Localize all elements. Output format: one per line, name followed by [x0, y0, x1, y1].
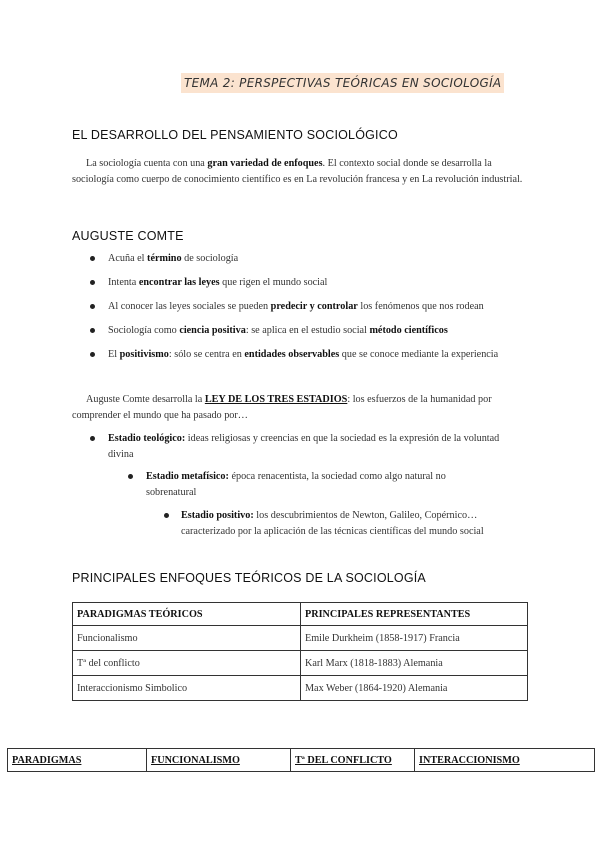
bullet-termino: Acuña el término de sociología — [108, 253, 239, 264]
table-header: PARADIGMAS — [8, 749, 147, 772]
section-heading-desarrollo: EL DESARROLLO DEL PENSAMIENTO SOCIOLÓGICO — [72, 128, 398, 142]
bullet-ciencia-positiva: Sociología como ciencia positiva: se aplica en el estudio social método científicos — [108, 325, 448, 336]
table-cell: Emile Durkheim (1858-1917) Francia — [301, 626, 528, 651]
table-row — [73, 626, 528, 651]
bullet-icon — [90, 280, 95, 285]
intro-paragraph: La sociología cuenta con una gran variedad de enfoques. El contexto social donde se desarrolla la sociología como cuerpo de conocimiento científico es en La revolución francesa y en La revolución industrial. — [72, 158, 523, 185]
bullet-icon — [128, 474, 133, 479]
section-heading-enfoques: PRINCIPALES ENFOQUES TEÓRICOS DE LA SOCIOLOGÍA — [72, 571, 426, 585]
bullet-leyes: Intenta encontrar las leyes que rigen el mundo social — [108, 277, 328, 288]
bullet-icon — [90, 304, 95, 309]
table-cell: Karl Marx (1818-1883) Alemania — [301, 651, 528, 676]
page-title: TEMA 2: PERSPECTIVAS TEÓRICAS EN SOCIOLOGÍA — [181, 73, 504, 93]
table-cell: Max Weber (1864-1920) Alemania — [301, 676, 528, 701]
table-cell: Funcionalismo — [73, 626, 301, 651]
bullet-positivismo: El positivismo: sólo se centra en entidades observables que se conoce mediante la experiencia — [108, 349, 499, 360]
estadio-metafisico: Estadio metafísico: época renacentista, la sociedad como algo natural no sobrenatural — [146, 471, 446, 498]
table-header: Tª DEL CONFLICTO — [291, 749, 415, 772]
table-row — [73, 676, 528, 701]
table-header: FUNCIONALISMO — [147, 749, 291, 772]
table-cell: Tª del conflicto — [73, 651, 301, 676]
table-header: PARADIGMAS TEÓRICOS — [73, 603, 301, 626]
bullet-icon — [90, 436, 95, 441]
estadio-positivo: Estadio positivo: los descubrimientos de Newton, Galileo, Copérnico… caracterizado por la aplicación de las técnicas científicas del mundo social — [181, 510, 484, 537]
bullet-icon — [90, 328, 95, 333]
table-header: INTERACCIONISMO — [415, 749, 595, 772]
section-heading-comte: AUGUSTE COMTE — [72, 229, 184, 243]
estadio-teologico: Estadio teológico: ideas religiosas y creencias en que la sociedad es la expresión de la voluntad divina — [108, 433, 500, 460]
table-cell: Interaccionismo Simbolico — [73, 676, 301, 701]
tres-estadios-paragraph: Auguste Comte desarrolla la LEY DE LOS TRES ESTADIOS: los esfuerzos de la humanidad por comprender el mundo que ha pasado por… — [72, 394, 492, 421]
bullet-icon — [90, 352, 95, 357]
paradigms-table — [72, 602, 528, 701]
bullet-icon — [164, 513, 169, 518]
table-row — [73, 651, 528, 676]
bullet-icon — [90, 256, 95, 261]
bullet-predecir: Al conocer las leyes sociales se pueden predecir y controlar los fenómenos que nos rodean — [108, 301, 484, 312]
table-header: PRINCIPALES REPRESENTANTES — [301, 603, 528, 626]
comparison-table — [7, 748, 595, 772]
